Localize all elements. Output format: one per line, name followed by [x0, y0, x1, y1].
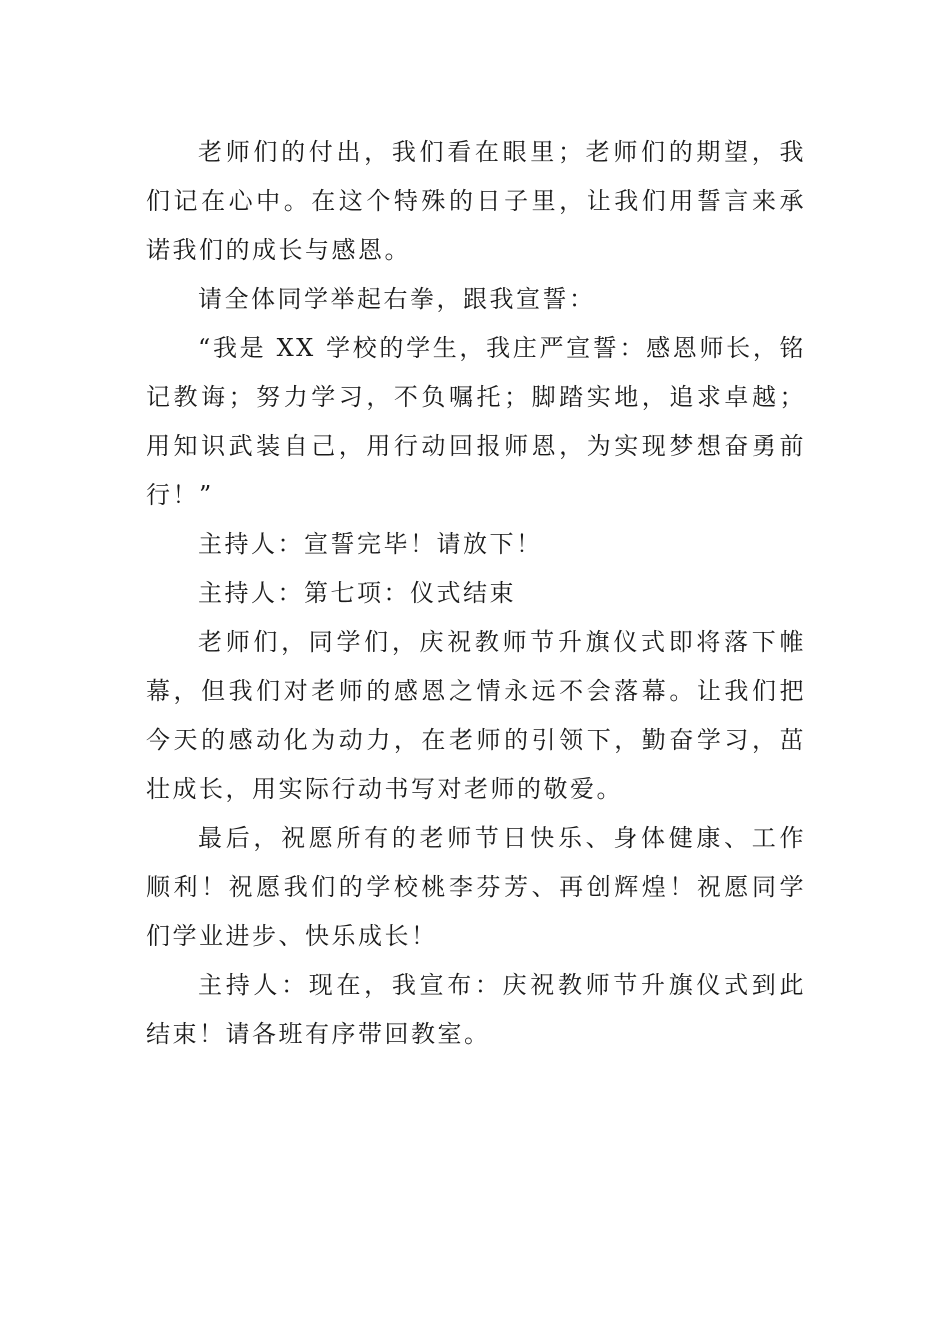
- paragraph-host-item-seven: 主持人：第七项：仪式结束: [198, 579, 516, 607]
- paragraph-host-announcement: 主持人：现在，我宣布：庆祝教师节升旗仪式到此结束！请各班有序带回教室。: [146, 971, 806, 1048]
- paragraph-oath-text: “我是 XX 学校的学生，我庄严宣誓：感恩师长，铭记教诲；努力学习，不负嘱托；脚踏实地，追求卓越；用知识武装自己，用行动回报师恩，为实现梦想奋勇前行！”: [146, 334, 806, 509]
- document-body: [146, 128, 806, 1059]
- paragraph-closing-remarks: 老师们，同学们，庆祝教师节升旗仪式即将落下帷幕，但我们对老师的感恩之情永远不会落幕。让我们把今天的感动化为动力，在老师的引领下，勤奋学习，茁壮成长，用实际行动书写对老师的敬爱。: [146, 628, 806, 803]
- paragraph-oath-instruction: 请全体同学举起右拳，跟我宣誓：: [198, 285, 596, 313]
- paragraph-final-wishes: 最后，祝愿所有的老师节日快乐、身体健康、工作顺利！祝愿我们的学校桃李芬芳、再创辉煌！祝愿同学们学业进步、快乐成长！: [146, 824, 806, 950]
- paragraph-gratitude-intro: 老师们的付出，我们看在眼里；老师们的期望，我们记在心中。在这个特殊的日子里，让我们用誓言来承诺我们的成长与感恩。: [146, 138, 806, 264]
- paragraph-host-oath-complete: 主持人：宣誓完毕！请放下！: [198, 530, 543, 558]
